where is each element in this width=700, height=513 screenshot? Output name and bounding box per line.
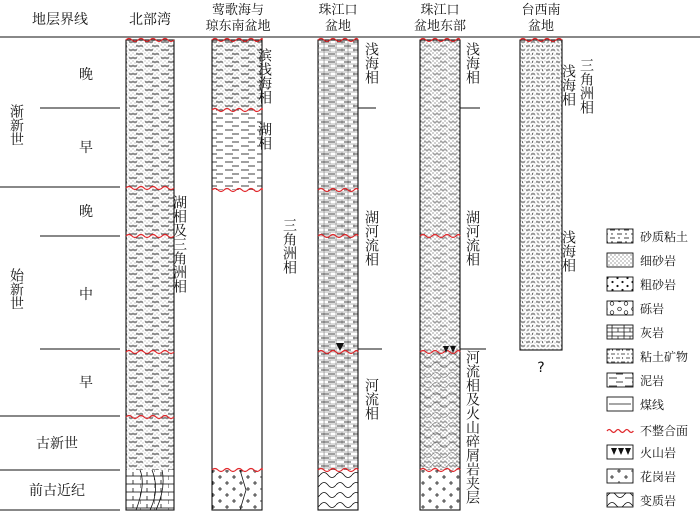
column-zhujiangkou <box>318 39 382 511</box>
legend-volcanic <box>607 445 676 460</box>
column-beibu <box>126 39 174 511</box>
header-yinggehai-2: 琼东南盆地 <box>205 19 271 34</box>
facies-yinggehai-shallow: 滨浅海相 <box>256 48 272 104</box>
header-zhujiangkou-2: 盆地 <box>324 19 352 34</box>
stage-labels <box>79 67 93 391</box>
header-zjk-east-2: 盆地东部 <box>413 19 467 34</box>
facies-beibu: 湖相及三角洲相 <box>171 195 187 293</box>
facies-zjk-east-fluvial-volcanic: 河流相及火山碎屑岩夹层 <box>464 350 480 504</box>
facies-yinggehai-lake: 湖相 <box>256 122 272 150</box>
facies-taixinan-shallow-1: 浅海相 <box>560 64 576 106</box>
facies-zjk-east-lake-river: 湖河流相 <box>464 210 480 266</box>
header-yinggehai-1: 莺歌海与 <box>211 3 265 18</box>
legend-metamorphic <box>607 493 676 508</box>
facies-zjk-lake-river: 湖河流相 <box>363 210 379 266</box>
legend-conglomerate <box>607 301 664 316</box>
svg-text:不整合面: 不整合面 <box>640 424 689 438</box>
strat-header-label: 地层界线 <box>32 12 88 28</box>
legend-fine-sandstone <box>607 253 676 268</box>
svg-text:砂质粘土: 砂质粘土 <box>640 230 689 244</box>
stage-early-oligocene: 早 <box>79 140 93 156</box>
legend-sandy-clay <box>607 229 688 244</box>
facies-zjk-fluvial: 河流相 <box>363 378 379 420</box>
svg-text:泥岩: 泥岩 <box>640 374 665 388</box>
header-taixinan-1: 台西南 <box>521 3 561 18</box>
unknown-mark: ? <box>537 360 545 376</box>
stage-early-eocene: 早 <box>79 375 93 391</box>
svg-text:火山岩: 火山岩 <box>640 446 677 460</box>
svg-text:细砂岩: 细砂岩 <box>640 254 677 268</box>
legend-coal <box>607 397 664 412</box>
stage-middle-eocene: 中 <box>79 287 93 303</box>
column-yinggehai <box>212 39 262 511</box>
epoch-paleocene: 古新世 <box>36 436 78 452</box>
header-taixinan-2: 盆地 <box>527 19 555 34</box>
legend-coarse-sandstone <box>607 277 676 292</box>
svg-text:粗砂岩: 粗砂岩 <box>640 278 677 292</box>
svg-text:变质岩: 变质岩 <box>640 494 677 508</box>
facies-zjk-shallow: 浅海相 <box>363 42 379 84</box>
svg-text:灰岩: 灰岩 <box>640 326 665 340</box>
stage-late-eocene: 晚 <box>79 204 93 220</box>
facies-zjk-east-shallow: 浅海相 <box>464 42 480 84</box>
epoch-pre-paleogene: 前古近纪 <box>29 483 85 499</box>
legend <box>607 229 688 508</box>
epoch-oligocene: 渐新世 <box>8 104 24 146</box>
stage-late-oligocene: 晚 <box>79 67 93 83</box>
svg-text:煤线: 煤线 <box>640 398 665 412</box>
facies-taixinan-shallow-2: 浅海相 <box>560 230 576 272</box>
legend-mudstone <box>607 373 664 388</box>
column-taixinan <box>520 39 562 351</box>
header-beibu: 北部湾 <box>129 12 171 28</box>
legend-granite <box>607 469 676 484</box>
legend-clay-mineral <box>607 349 688 364</box>
facies-taixinan-delta: 三角洲相 <box>578 58 594 114</box>
header-zjk-east-1: 珠江口 <box>420 3 460 18</box>
legend-unconformity <box>607 423 688 438</box>
legend-limestone <box>607 325 664 340</box>
epoch-labels <box>8 104 85 499</box>
svg-text:砾岩: 砾岩 <box>640 302 665 316</box>
header-zhujiangkou-1: 珠江口 <box>318 3 358 18</box>
column-headers <box>129 2 561 34</box>
svg-text:粘土矿物: 粘土矿物 <box>640 350 689 364</box>
facies-zjk-delta: 三角洲相 <box>281 218 297 274</box>
epoch-eocene: 始新世 <box>8 268 24 310</box>
svg-text:花岗岩: 花岗岩 <box>640 470 677 484</box>
